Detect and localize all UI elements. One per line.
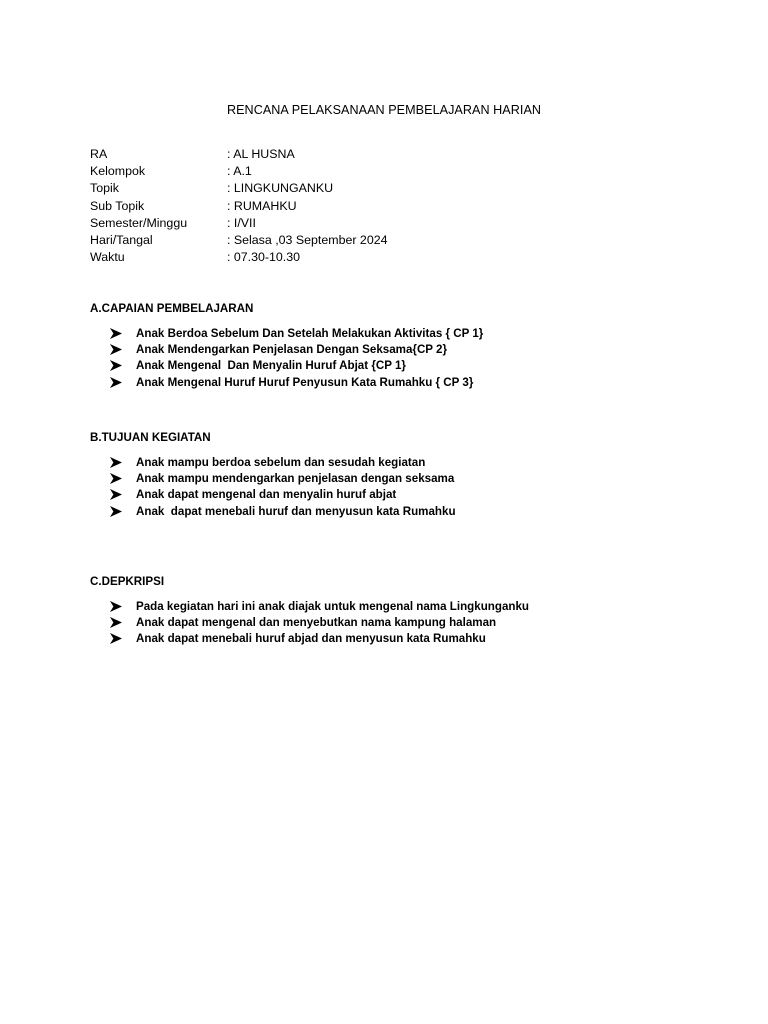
list-item-text: Pada kegiatan hari ini anak diajak untuk mengenal nama Lingkunganku xyxy=(136,600,529,613)
info-row-waktu xyxy=(90,249,388,266)
info-row-topik xyxy=(90,180,388,197)
info-row-sub-topik xyxy=(90,198,388,215)
list-item-text: Anak Mengenal Huruf Huruf Penyusun Kata Rumahku { CP 3} xyxy=(136,375,474,389)
info-row-semester xyxy=(90,215,388,232)
info-label: Semester/Minggu xyxy=(90,215,188,230)
list-item xyxy=(110,504,456,520)
section-heading: A.CAPAIAN PEMBELAJARAN xyxy=(90,302,254,315)
info-value: : 07.30-10.30 xyxy=(227,250,301,265)
info-label: Hari/Tangal xyxy=(90,232,153,247)
list-item xyxy=(110,631,529,647)
info-value: : Selasa ,03 September 2024 xyxy=(227,232,388,247)
arrowhead-bullet-icon xyxy=(110,489,136,501)
list-item xyxy=(110,326,483,342)
section-heading: C.DEPKRIPSI xyxy=(90,575,165,588)
document-title: RENCANA PELAKSANAAN PEMBELAJARAN HARIAN xyxy=(226,103,542,117)
arrowhead-bullet-icon xyxy=(110,617,136,629)
list-item xyxy=(110,471,456,487)
list-item-text: Anak Berdoa Sebelum Dan Setelah Melakukan Aktivitas { CP 1} xyxy=(136,327,484,340)
info-label: Waktu xyxy=(90,250,125,265)
info-value: : A.1 xyxy=(227,164,252,179)
arrowhead-bullet-icon xyxy=(110,633,136,645)
list-item-text: Anak Mendengarkan Penjelasan Dengan Seksama{CP 2} xyxy=(136,343,448,357)
list-item-text: Anak Mengenal Dan Menyalin Huruf Abjat {CP 1} xyxy=(136,359,406,373)
list-item-text: Anak mampu mendengarkan penjelasan dengan seksama xyxy=(136,472,455,486)
arrowhead-bullet-icon xyxy=(110,473,136,485)
bullet-list xyxy=(110,599,529,648)
bullet-list xyxy=(110,326,483,391)
list-item-text: Anak dapat menebali huruf abjad dan menyusun kata Rumahku xyxy=(136,632,486,646)
arrowhead-bullet-icon xyxy=(110,457,136,469)
info-label: Kelompok xyxy=(90,164,146,179)
info-label: RA xyxy=(90,147,108,161)
info-table xyxy=(90,146,388,266)
list-item xyxy=(110,615,529,631)
info-row-hari-tangal xyxy=(90,232,388,249)
info-label: Topik xyxy=(90,181,119,196)
list-item xyxy=(110,358,483,374)
list-item xyxy=(110,487,456,503)
arrowhead-bullet-icon xyxy=(110,506,136,518)
list-item-text: Anak mampu berdoa sebelum dan sesudah kegiatan xyxy=(136,456,426,469)
list-item xyxy=(110,455,456,471)
arrowhead-bullet-icon xyxy=(110,360,136,372)
info-row-ra xyxy=(90,146,388,163)
section-deskripsi xyxy=(90,574,529,648)
section-capaian-pembelajaran xyxy=(90,301,483,391)
list-item-text: Anak dapat menebali huruf dan menyusun kata Rumahku xyxy=(136,504,456,518)
list-item xyxy=(110,599,529,615)
info-value: : AL HUSNA xyxy=(227,147,295,161)
list-item-text: Anak dapat mengenal dan menyalin huruf abjat xyxy=(136,488,397,502)
bullet-list xyxy=(110,455,456,520)
section-tujuan-kegiatan xyxy=(90,430,456,520)
list-item-text: Anak dapat mengenal dan menyebutkan nama kampung halaman xyxy=(136,616,497,630)
arrowhead-bullet-icon xyxy=(110,344,136,356)
list-item xyxy=(110,342,483,358)
list-item xyxy=(110,375,483,391)
info-value: : RUMAHKU xyxy=(227,198,297,213)
info-value: : I/VII xyxy=(227,215,256,230)
info-label: Sub Topik xyxy=(90,198,145,213)
arrowhead-bullet-icon xyxy=(110,601,136,613)
info-value: : LINGKUNGANKU xyxy=(227,181,334,196)
arrowhead-bullet-icon xyxy=(110,377,136,389)
info-row-kelompok xyxy=(90,163,388,180)
arrowhead-bullet-icon xyxy=(110,328,136,340)
section-heading: B.TUJUAN KEGIATAN xyxy=(90,431,211,444)
